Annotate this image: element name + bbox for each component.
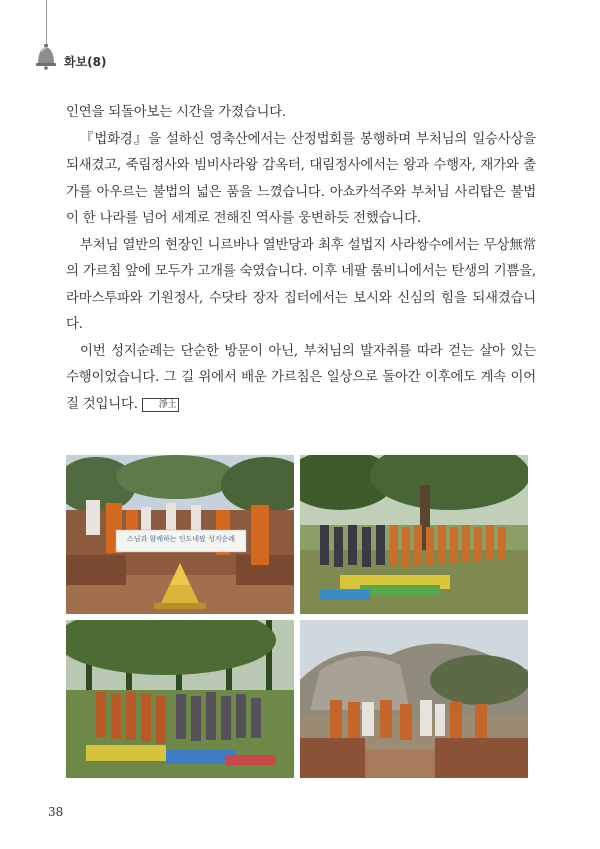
photo-prayer-mats bbox=[66, 620, 294, 778]
article-body bbox=[66, 100, 536, 418]
paragraph: 『법화경』을 설하신 영축산에서는 산정법회를 봉행하며 부처님의 일승사상을 되새겼고, 죽림정사와 빔비사라왕 감옥터, 대림정사에서는 왕과 수행자, 재가와 출가를 아우르는 불법의 넓은 품을 느꼈습니다. 아쇼카석주와 부처님 사리탑은 불법이 한 나라를 넘어 세계로 전해진 역사를 웅변하듯 전했습니다. bbox=[66, 131, 536, 226]
banner-text: 스님과 함께하는 인도네팔 성지순례 bbox=[126, 535, 236, 543]
photo-group-banner bbox=[66, 455, 294, 614]
section-label: 화보(8) bbox=[64, 55, 107, 69]
page-number: 38 bbox=[48, 805, 64, 819]
photo-grid bbox=[66, 455, 528, 778]
photo-hilltop-group bbox=[300, 620, 528, 778]
paragraph-text: 이번 성지순례는 단순한 방문이 아닌, 부처님의 발자취를 따라 걷는 살아 있는 수행이었습니다. 그 길 위에서 배운 가르침은 일상으로 돌아간 이후에도 계속 이어질 것입니다. bbox=[66, 343, 536, 412]
bell-icon bbox=[34, 44, 58, 70]
page-header bbox=[0, 0, 600, 80]
paragraph bbox=[66, 339, 536, 419]
photo-monks-tree bbox=[300, 455, 528, 614]
paragraph: 인연을 되돌아보는 시간을 가졌습니다. bbox=[66, 105, 286, 120]
end-mark: 淨土 bbox=[142, 398, 180, 412]
paragraph: 부처님 열반의 현장인 니르바나 열반당과 최후 설법지 사라쌍수에서는 무상無常의 가르침 앞에 모두가 고개를 숙였습니다. 이후 네팔 룸비니에서는 탄생의 기쁨을, 라마스투파와 기원정사, 수닷타 장자 집터에서는 보시와 신심의 힘을 되새겼습니다. bbox=[66, 237, 536, 332]
bell-cord bbox=[46, 0, 47, 46]
